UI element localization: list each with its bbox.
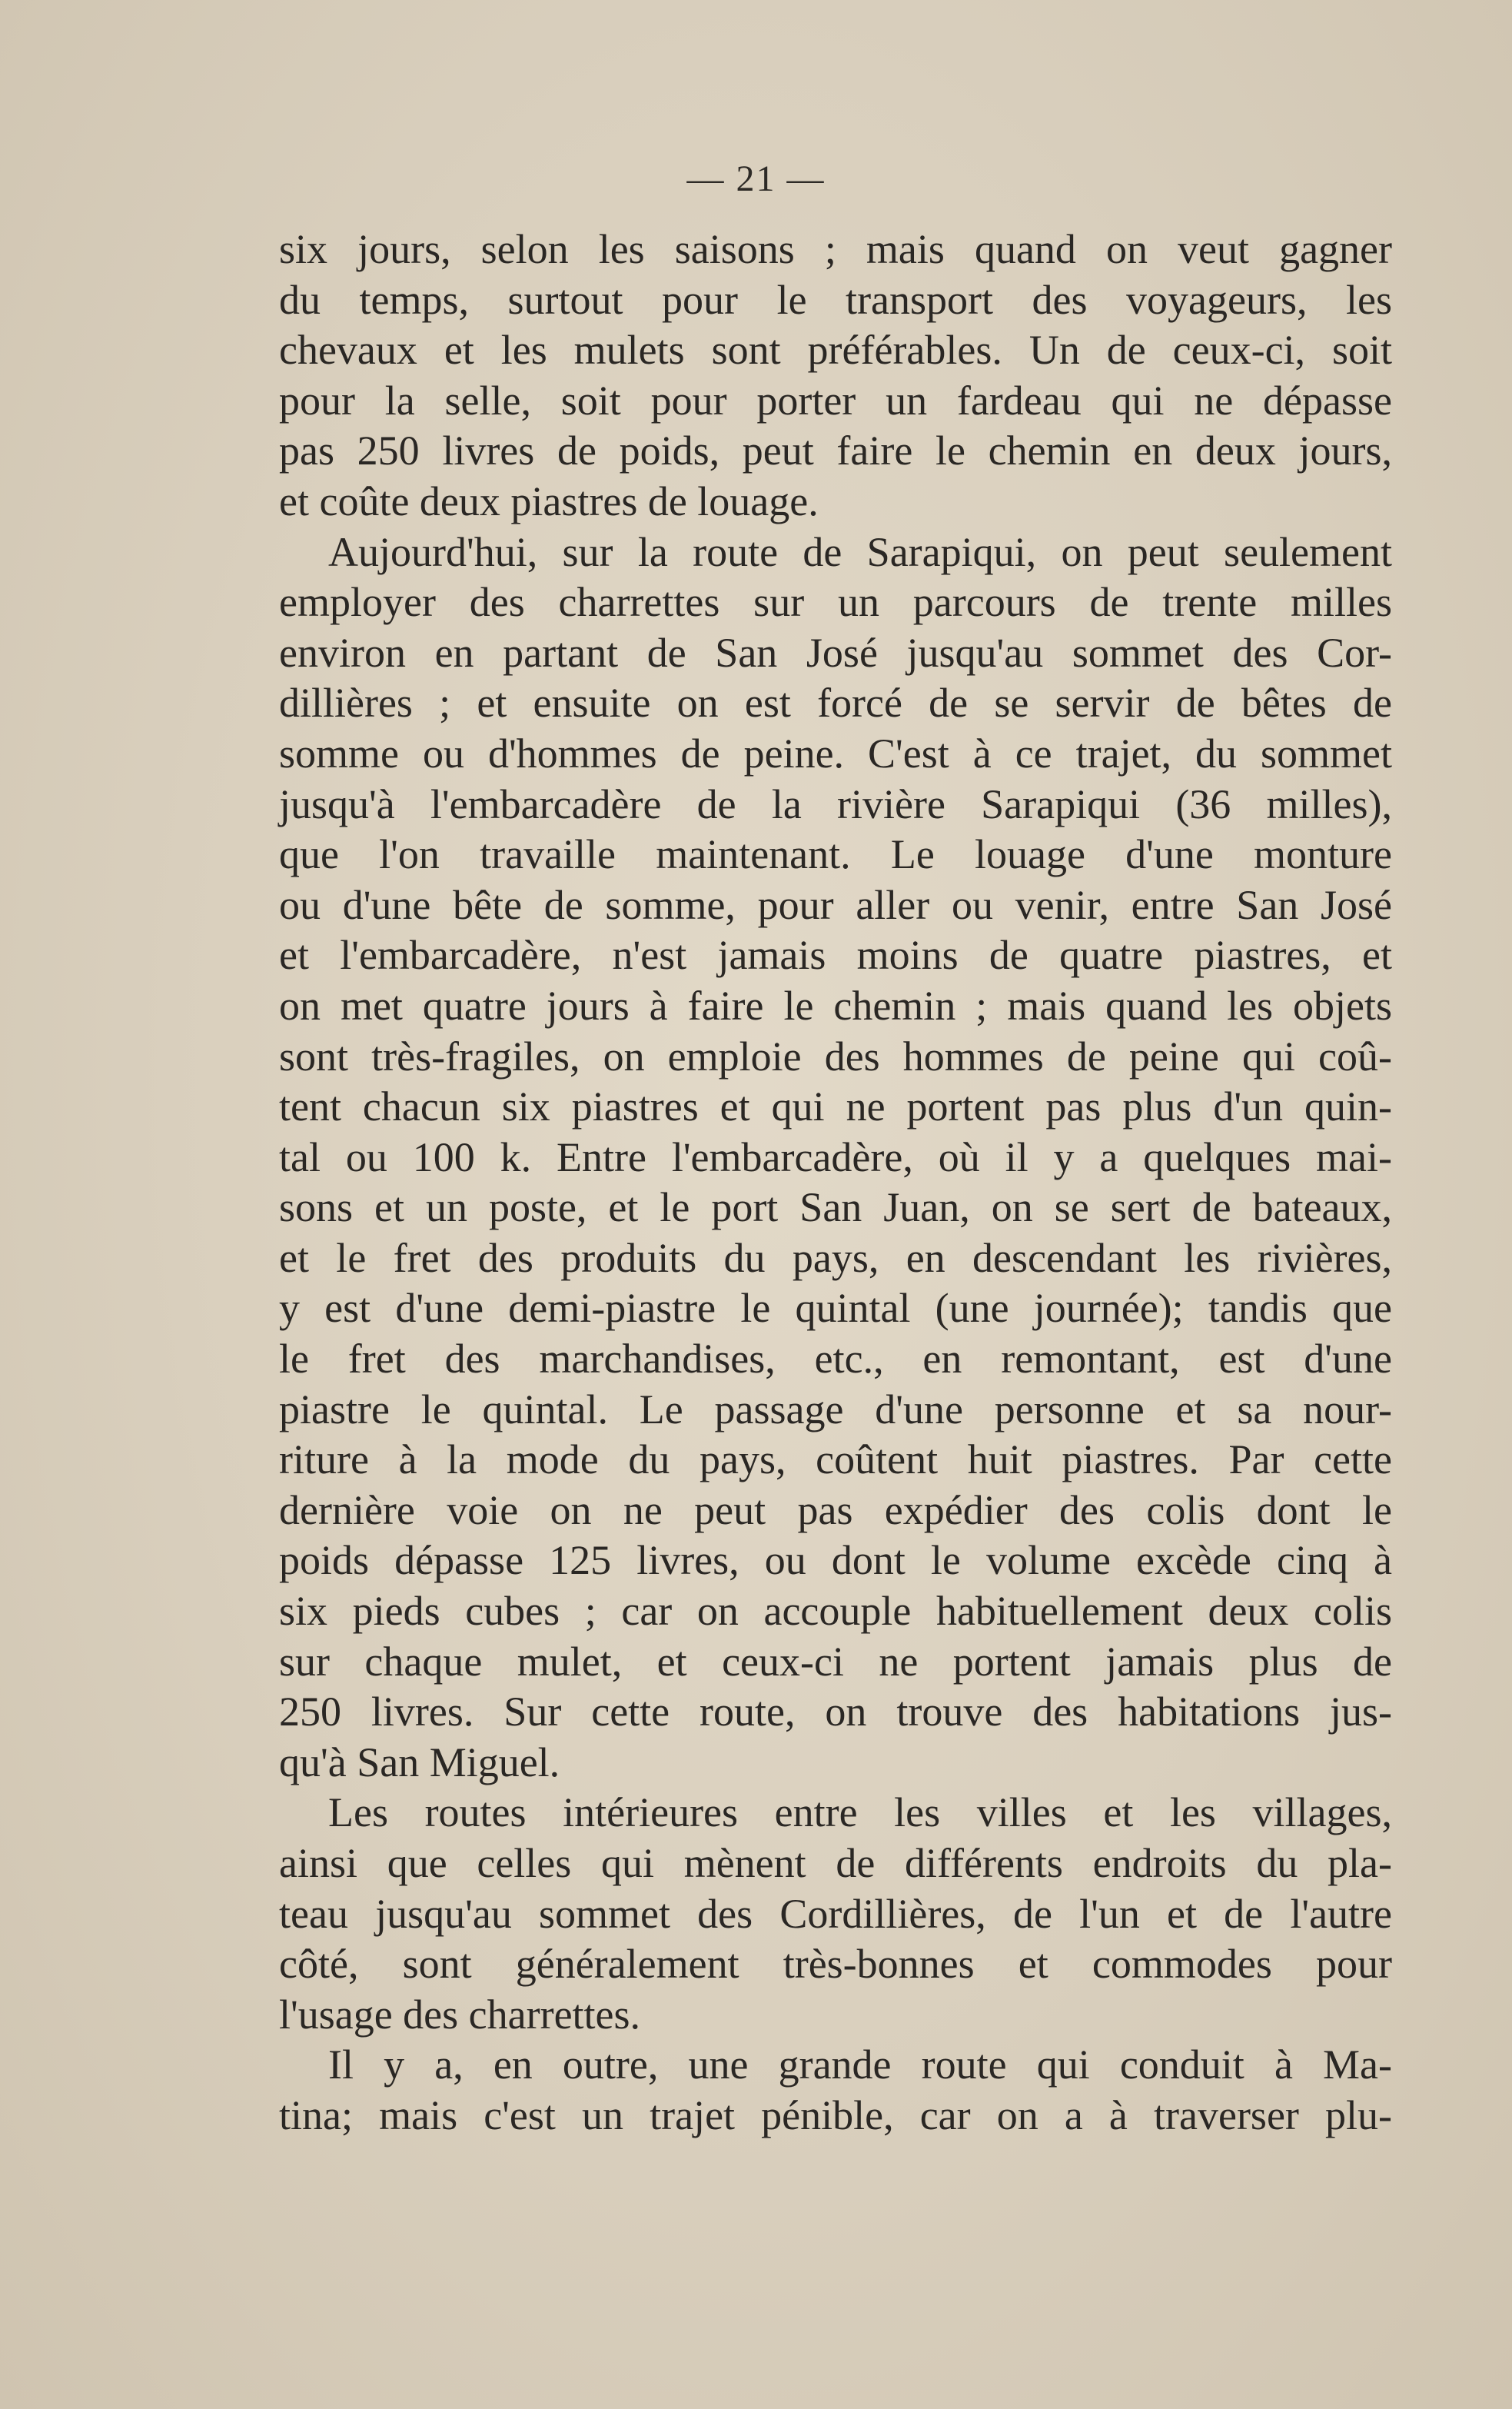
text-line: le fret des marchandises, etc., en remontant, est d'une — [279, 1336, 1392, 1383]
text-line: piastre le quintal. Le passage d'une personne et sa nour- — [279, 1386, 1392, 1432]
text-line: teau jusqu'au sommet des Cordillières, de l'un et de l'autre — [279, 1890, 1392, 1937]
text-line: qu'à San Miguel. — [279, 1739, 560, 1785]
text-line: dernière voie on ne peut pas expédier des colis dont le — [279, 1486, 1392, 1533]
text-line: l'usage des charrettes. — [279, 1991, 641, 2038]
text-line: 250 livres. Sur cette route, on trouve des habitations jus- — [279, 1689, 1392, 1735]
text-line: tal ou 100 k. Entre l'embarcadère, où il y a quelques mai- — [279, 1133, 1392, 1180]
text-line: chevaux et les mulets sont préférables. Un de ceux-ci, soit — [279, 327, 1392, 374]
text-line: ou d'une bête de somme, pour aller ou venir, entre San José — [279, 881, 1392, 928]
text-line: Aujourd'hui, sur la route de Sarapiqui, on peut seulement — [328, 528, 1392, 575]
text-line: pour la selle, soit pour porter un fardeau qui ne dépasse — [279, 377, 1392, 424]
text-line: poids dépasse 125 livres, ou dont le volume excède cinq à — [279, 1537, 1392, 1584]
text-line: et le fret des produits du pays, en descendant les rivières, — [279, 1234, 1392, 1281]
text-line: côté, sont généralement très-bonnes et commodes pour — [279, 1941, 1392, 1988]
text-line: sur chaque mulet, et ceux-ci ne portent jamais plus de — [279, 1638, 1392, 1685]
text-line: environ en partant de San José jusqu'au sommet des Cor- — [279, 629, 1392, 676]
text-line: tina; mais c'est un trajet pénible, car on a à traverser plu- — [279, 2091, 1392, 2138]
text-line: et coûte deux piastres de louage. — [279, 477, 819, 524]
page-number: — 21 — — [686, 158, 826, 199]
text-line: somme ou d'hommes de peine. C'est à ce trajet, du sommet — [279, 730, 1392, 777]
text-line: jusqu'à l'embarcadère de la rivière Sarapiqui (36 milles), — [279, 780, 1392, 827]
text-line: que l'on travaille maintenant. Le louage d'une monture — [279, 831, 1392, 878]
text-line: six jours, selon les saisons ; mais quand on veut gagner — [279, 226, 1392, 272]
text-line: y est d'une demi-piastre le quintal (une journée); tandis que — [279, 1285, 1392, 1332]
text-line: pas 250 livres de poids, peut faire le chemin en deux jours, — [279, 428, 1392, 474]
text-line: sont très-fragiles, on emploie des hommes de peine qui coû- — [279, 1033, 1392, 1080]
text-line: employer des charrettes sur un parcours de trente milles — [279, 579, 1392, 626]
text-line: tent chacun six piastres et qui ne portent pas plus d'un quin- — [279, 1083, 1392, 1130]
text-line: on met quatre jours à faire le chemin ; mais quand les objets — [279, 982, 1392, 1029]
text-line: ainsi que celles qui mènent de différents endroits du pla- — [279, 1840, 1392, 1886]
text-line: Il y a, en outre, une grande route qui conduit à Ma- — [328, 2041, 1392, 2088]
text-line: sons et un poste, et le port San Juan, on se sert de bateaux, — [279, 1184, 1392, 1231]
text-line: et l'embarcadère, n'est jamais moins de quatre piastres, et — [279, 932, 1392, 979]
text-line: Les routes intérieures entre les villes et les villages, — [328, 1789, 1392, 1836]
body-text — [279, 225, 1392, 2141]
text-line: six pieds cubes ; car on accouple habituellement deux colis — [279, 1588, 1392, 1635]
text-line: du temps, surtout pour le transport des voyageurs, les — [279, 276, 1392, 323]
text-line: dillières ; et ensuite on est forcé de se servir de bêtes de — [279, 680, 1392, 727]
text-line: riture à la mode du pays, coûtent huit piastres. Par cette — [279, 1436, 1392, 1483]
